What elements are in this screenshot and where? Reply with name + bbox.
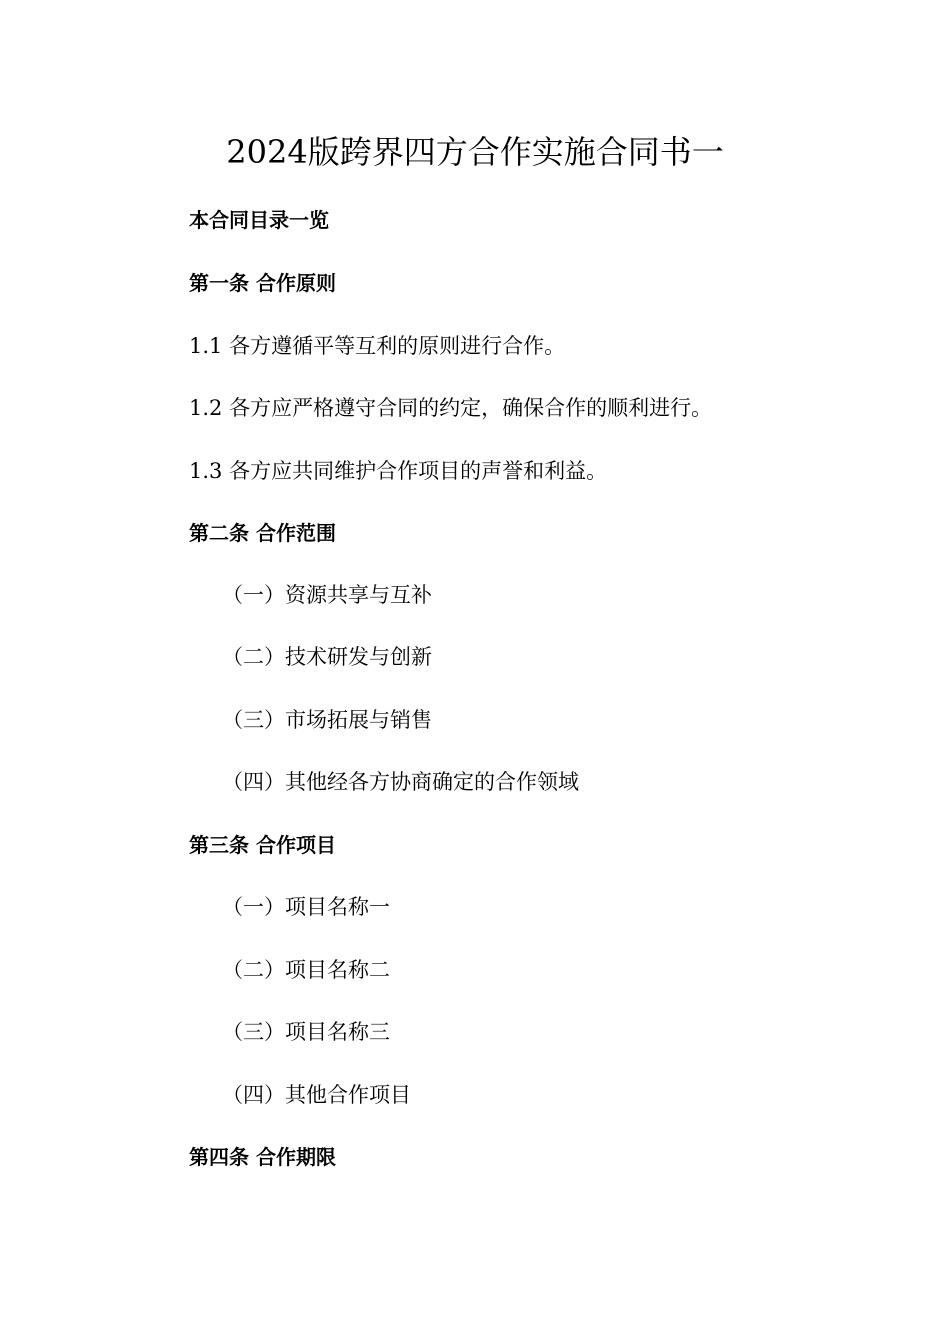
article3-item: （二）项目名称二 (222, 958, 390, 982)
document-title: 2024版跨界四方合作实施合同书一 (226, 133, 724, 171)
article1-item: 1.1 各方遵循平等互利的原则进行合作。 (189, 334, 566, 358)
article2-item: （四）其他经各方协商确定的合作领域 (222, 770, 579, 794)
article4-heading: 第四条 合作期限 (189, 1145, 336, 1169)
article1-heading: 第一条 合作原则 (189, 271, 336, 295)
article2-item: （一）资源共享与互补 (222, 583, 432, 607)
article3-item: （一）项目名称一 (222, 895, 390, 919)
article2-item: （二）技术研发与创新 (222, 645, 432, 669)
toc-heading: 本合同目录一览 (189, 208, 329, 232)
article3-item: （四）其他合作项目 (222, 1083, 411, 1107)
article1-item: 1.2 各方应严格遵守合同的约定，确保合作的顺利进行。 (189, 396, 713, 420)
article3-item: （三）项目名称三 (222, 1020, 390, 1044)
article2-item: （三）市场拓展与销售 (222, 708, 432, 732)
article1-item: 1.3 各方应共同维护合作项目的声誉和利益。 (189, 459, 608, 483)
article3-heading: 第三条 合作项目 (189, 833, 336, 857)
article2-heading: 第二条 合作范围 (189, 521, 336, 545)
